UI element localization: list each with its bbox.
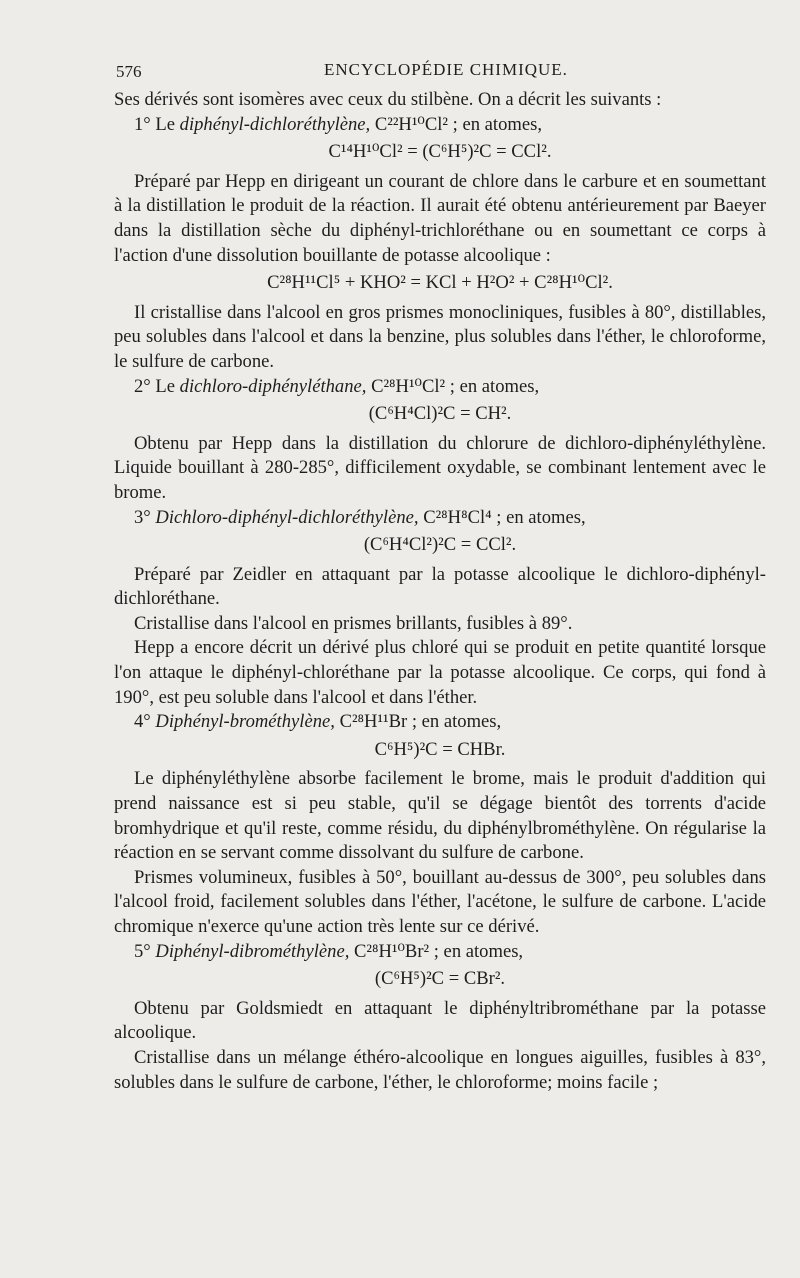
- paragraph: Obtenu par Hepp dans la distillation du chlorure de dichloro-diphényléthylène. Liquide bouillant à 280-285°, difficilement oxydable, se combinant lentement avec le brome.: [114, 432, 766, 503]
- formula: C²⁸H¹¹Cl⁵ + KHO² = KCl + H²O² + C²⁸H¹⁰Cl².: [267, 272, 613, 294]
- paragraph: Hepp a encore décrit un dérivé plus chloré qui se produit en petite quantité lorsque l'on attaque le diphényl-chloréthane par la potasse alcoolique. Ce corps, qui fond à 190°, est peu soluble dans l'alcool et dans l'éther.: [114, 637, 766, 708]
- paragraph: Prismes volumineux, fusibles à 50°, bouillant au-dessus de 300°, peu solubles dans l'alcool froid, facilement solubles dans l'éther, l'acétone, le sulfure de carbone. L'acide chromique n'exerce qu'une action très lente sur ce dérivé.: [114, 866, 766, 937]
- formula: (C⁶H⁴Cl²)²C = CCl².: [363, 534, 517, 556]
- page-number: 576: [116, 62, 142, 81]
- compound-name: Diphényl-brométhylène,: [155, 711, 335, 733]
- paragraph: Préparé par Hepp en dirigeant un courant de chlore dans le carbure et en soumettant à la distillation le produit de la réaction. Il aurait été obtenu antérieurement par Baeyer dans la distillation sèche du diphényl-trichloréthane ou en soumettant ce corps à l'action d'une dissolution bouillante de potasse alcoolique :: [114, 170, 766, 266]
- compound-name: Diphényl-dibrométhylène,: [155, 940, 350, 962]
- page-body: [114, 88, 766, 1095]
- paragraph: Obtenu par Goldsmiedt en attaquant le diphényltribrométhane par la potasse alcoolique.: [114, 997, 766, 1044]
- formula: (C⁶H⁴Cl)²C = CH².: [368, 403, 512, 425]
- paragraph: Cristallise dans un mélange éthéro-alcoolique en longues aiguilles, fusibles à 83°, solubles dans le sulfure de carbone, l'éther, le chloroforme; moins facile ;: [114, 1046, 766, 1093]
- page-header: [116, 56, 740, 84]
- paragraph: Le diphényléthylène absorbe facilement le brome, mais le produit d'addition qui prend naissance est si peu stable, qu'il se dégage bientôt des torrents d'acide bromhydrique et qu'il reste, comme résidu, du diphénylbrométhylène. On régularise la réaction en se servant comme dissolvant du sulfure de carbone.: [114, 768, 766, 864]
- section-3-heading: 3° Dichloro-diphényl-dichloréthylène, C²⁸H⁸Cl⁴ ; en atomes,: [134, 506, 586, 528]
- section-2-heading: 2° Le dichloro-diphényléthane, C²⁸H¹⁰Cl² ; en atomes,: [134, 375, 540, 397]
- section-1-heading: 1° Le diphényl-dichloréthylène, C²²H¹⁰Cl² ; en atomes,: [134, 113, 542, 135]
- compound-formula: C²⁸H⁸Cl⁴ ; en atomes,: [423, 506, 586, 528]
- compound-name: dichloro-diphényléthane,: [179, 375, 367, 397]
- formula: C⁶H⁵)²C = CHBr.: [374, 738, 506, 760]
- compound-formula: C²⁸H¹¹Br ; en atomes,: [339, 711, 502, 733]
- compound-name: Dichloro-diphényl-dichloréthylène,: [155, 506, 419, 528]
- paragraph: Il cristallise dans l'alcool en gros prismes monocliniques, fusibles à 80°, distillables, peu solubles dans l'alcool et dans la benzine, plus solubles dans l'éther, le chloroforme, le sulfure de carbone.: [114, 301, 766, 372]
- section-5-heading: 5° Diphényl-dibrométhylène, C²⁸H¹⁰Br² ; en atomes,: [134, 940, 524, 962]
- running-title: ENCYCLOPÉDIE CHIMIQUE.: [324, 60, 568, 79]
- formula: (C⁶H⁵)²C = CBr².: [374, 968, 506, 990]
- paragraph: Cristallise dans l'alcool en prismes brillants, fusibles à 89°.: [134, 612, 573, 634]
- formula: C¹⁴H¹⁰Cl² = (C⁶H⁵)²C = CCl².: [328, 141, 552, 163]
- section-4-heading: 4° Diphényl-brométhylène, C²⁸H¹¹Br ; en atomes,: [134, 711, 502, 733]
- intro-paragraph: Ses dérivés sont isomères avec ceux du stilbène. On a décrit les suivants :: [114, 89, 662, 110]
- paragraph: Préparé par Zeidler en attaquant par la potasse alcoolique le dichloro-diphényl-dichloréthane.: [114, 563, 766, 610]
- compound-formula: C²⁸H¹⁰Cl² ; en atomes,: [371, 375, 540, 397]
- compound-formula: C²²H¹⁰Cl² ; en atomes,: [374, 113, 542, 135]
- compound-name: diphényl-dichloréthylène,: [179, 113, 371, 135]
- compound-formula: C²⁸H¹⁰Br² ; en atomes,: [354, 940, 524, 962]
